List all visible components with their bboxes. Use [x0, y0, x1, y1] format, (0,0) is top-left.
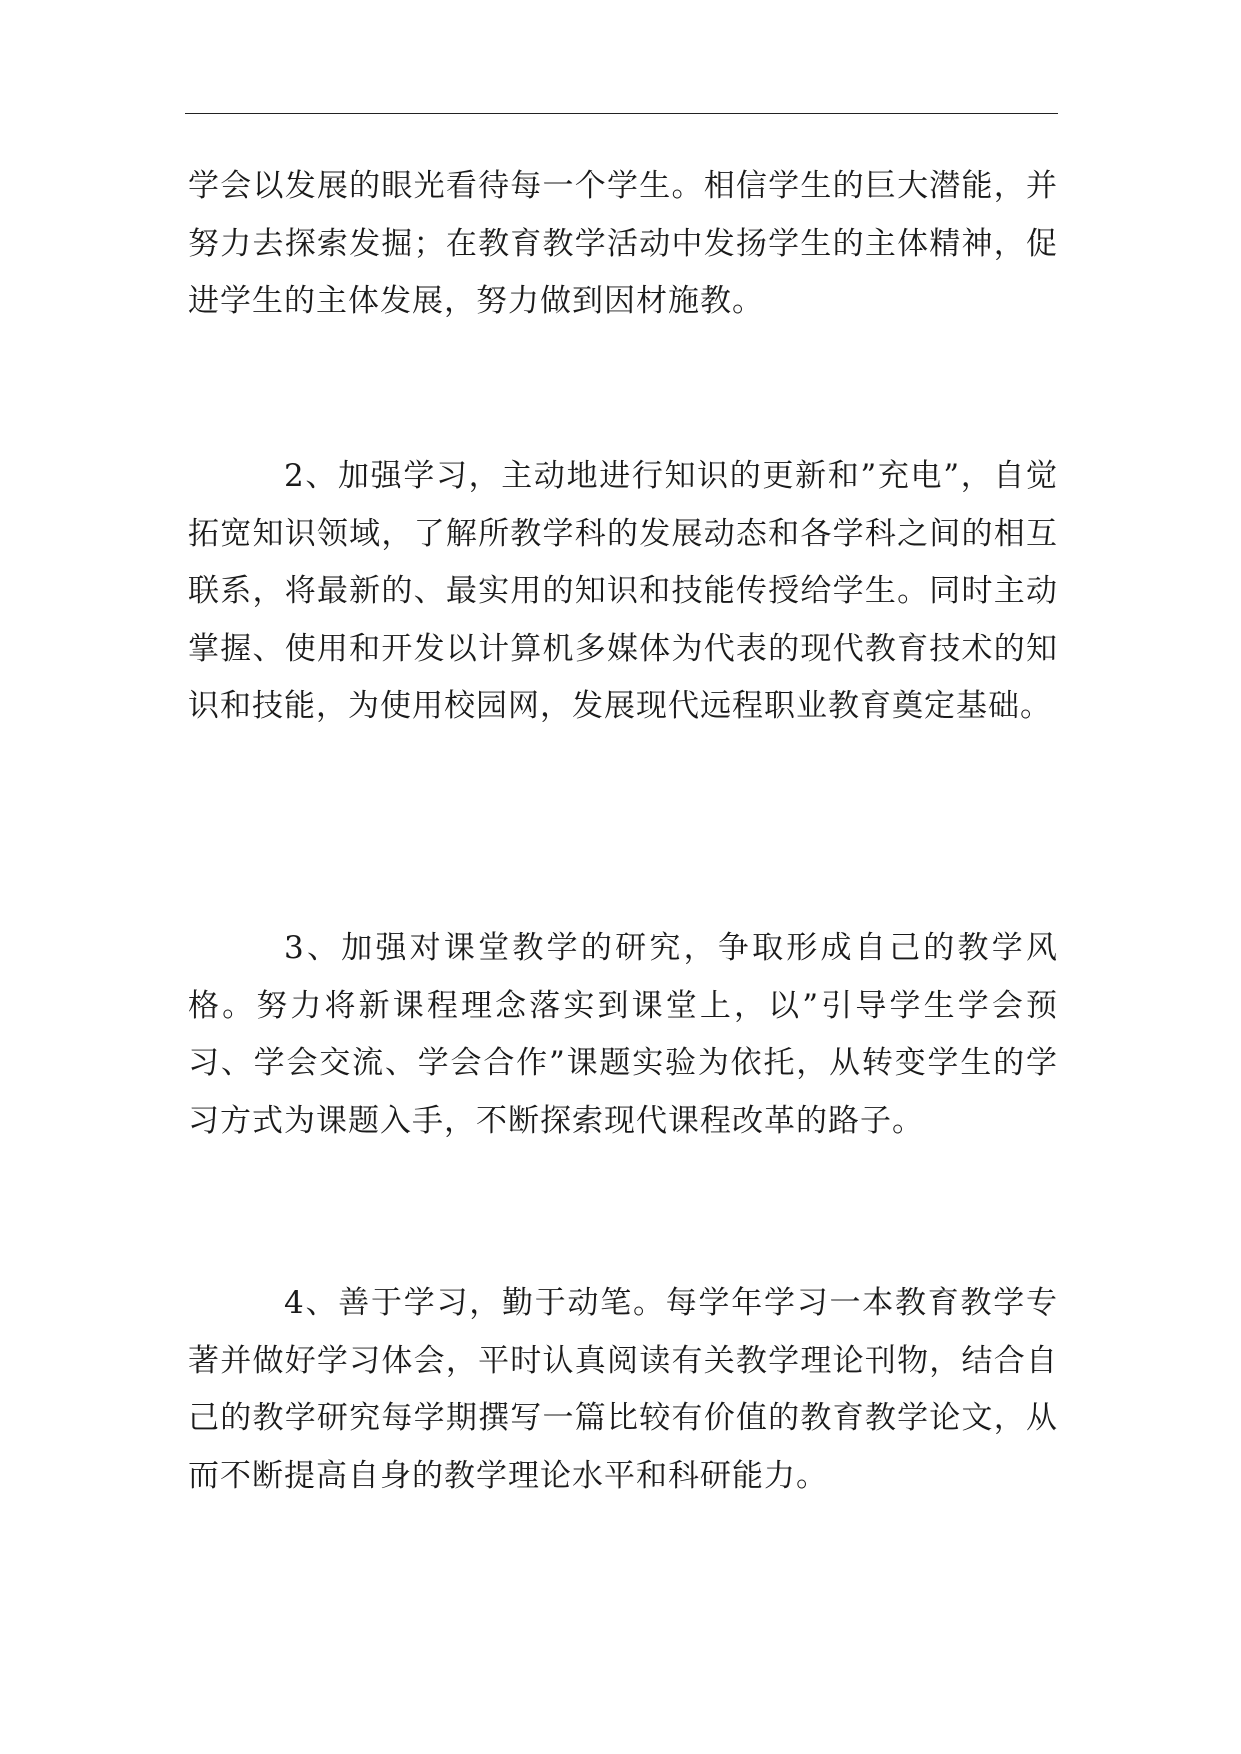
paragraph-item-2: 2、加强学习，主动地进行知识的更新和”充电”，自觉拓宽知识领域，了解所教学科的发展动态和各学科之间的相互联系，将最新的、最实用的知识和技能传授给学生。同时主动掌握、使用和开发以计算机多媒体为代表的现代教育技术的知识和技能，为使用校园网，发展现代远程职业教育奠定基础。 — [188, 458, 1058, 724]
paragraph-item-4: 4、善于学习，勤于动笔。每学年学习一本教育教学专著并做好学习体会，平时认真阅读有关教学理论刊物，结合自己的教学研究每学期撰写一篇比较有价值的教育教学论文，从而不断提高自身的教学理论水平和科研能力。 — [188, 1285, 1058, 1494]
header-rule — [185, 113, 1058, 114]
paragraph-continuation: 学会以发展的眼光看待每一个学生。相信学生的巨大潜能，并努力去探索发掘；在教育教学活动中发扬学生的主体精神，促进学生的主体发展，努力做到因材施教。 — [188, 168, 1058, 319]
paragraph-item-3: 3、加强对课堂教学的研究，争取形成自己的教学风格。努力将新课程理念落实到课堂上，以”引导学生学会预习、学会交流、学会合作”课题实验为依托，从转变学生的学习方式为课题入手，不断探索现代课程改革的路子。 — [188, 930, 1058, 1139]
